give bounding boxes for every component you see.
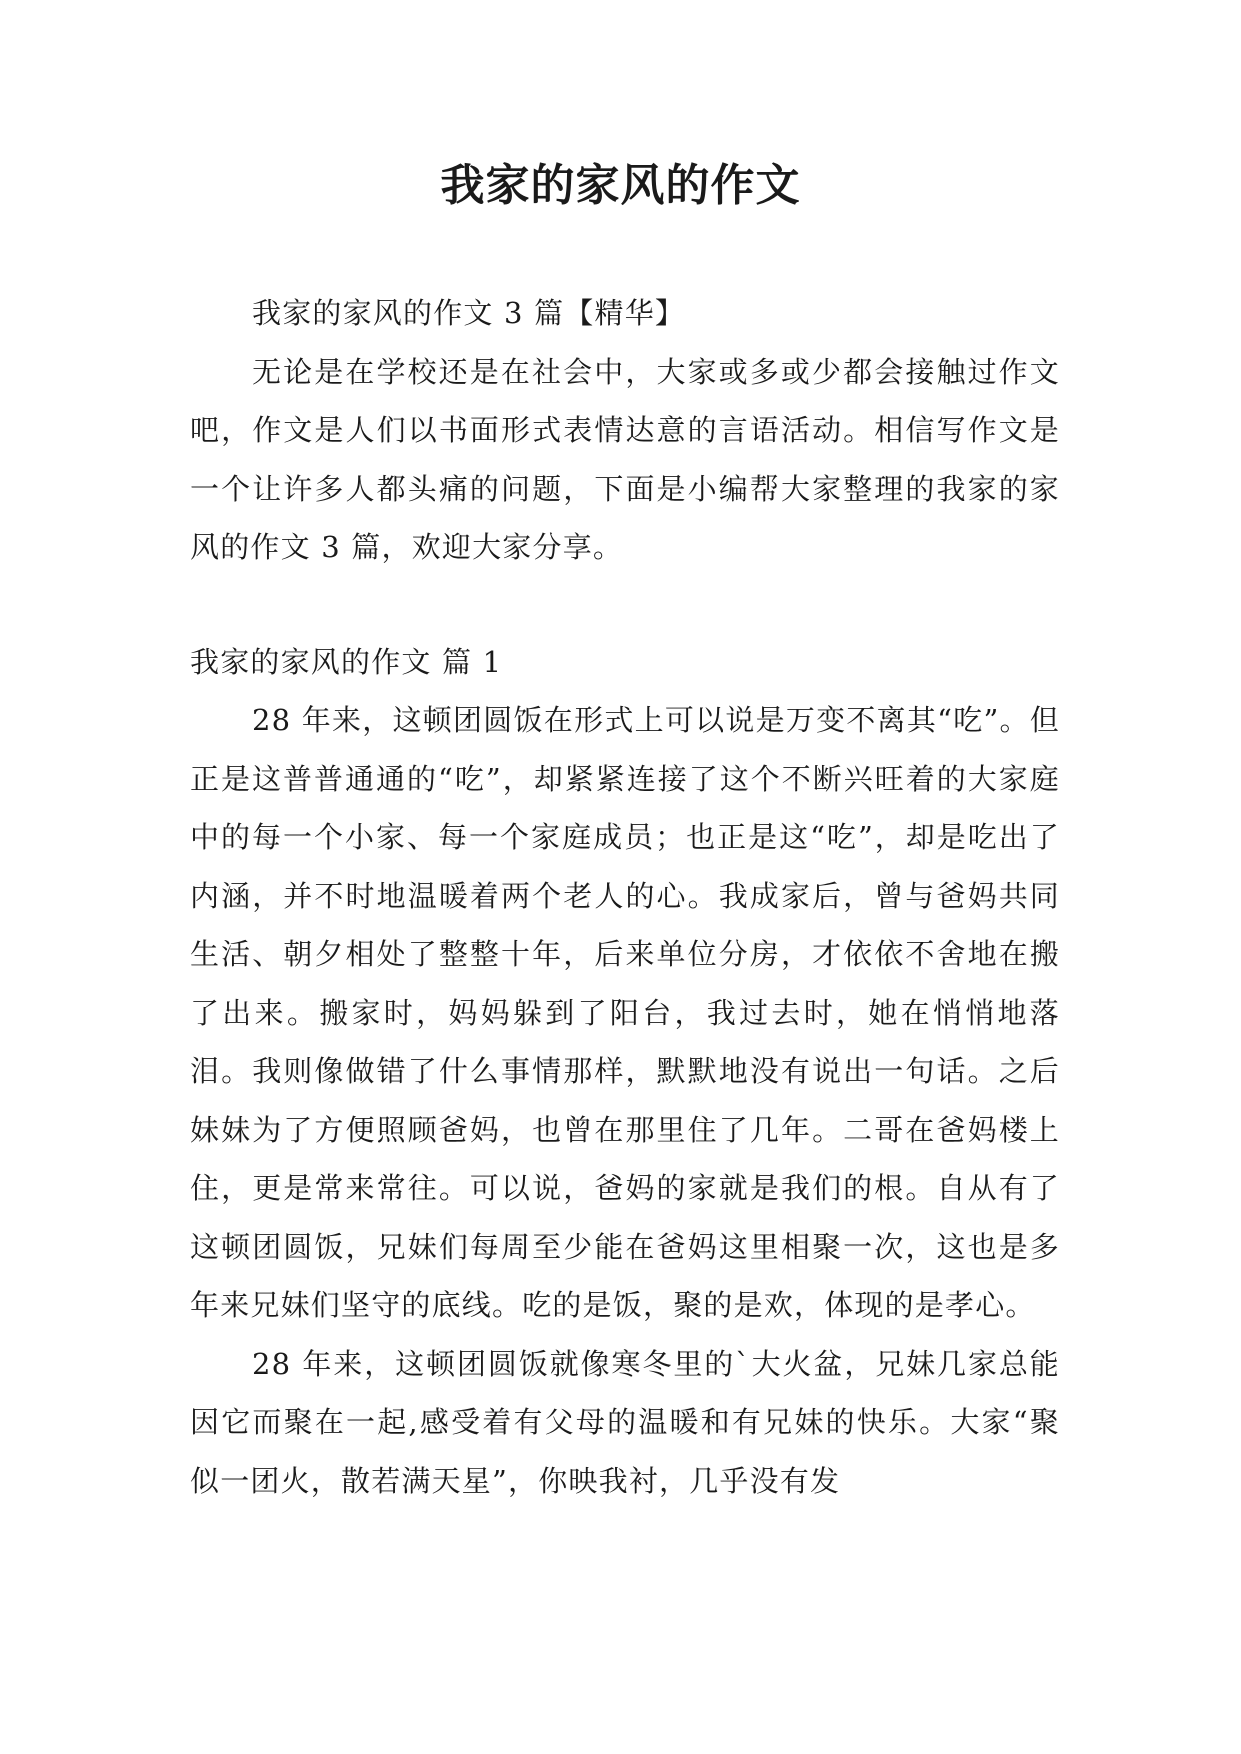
section-paragraph-2: 28 年来，这顿团圆饭就像寒冬里的`大火盆，兄妹几家总能因它而聚在一起,感受着有父母的温暖和有兄妹的快乐。大家“聚似一团火，散若满天星”，你映我衬，几乎没有发 — [190, 1346, 1060, 1498]
section-paragraph-1: 28 年来，这顿团圆饭在形式上可以说是万变不离其“吃”。但正是这普普通通的“吃”，却紧紧连接了这个不断兴旺着的大家庭中的每一个小家、每一个家庭成员；也正是这“吃”，却是吃出了内涵，并不时地温暖着两个老人的心。我成家后，曾与爸妈共同生活、朝夕相处了整整十年，后来单位分房，才依依不舍地在搬了出来。搬家时，妈妈躲到了阳台，我过去时，她在悄悄地落泪。我则像做错了什么事情那样，默默地没有说出一句话。之后妹妹为了方便照顾爸妈，也曾在那里住了几年。二哥在爸妈楼上住，更是常来常往。可以说，爸妈的家就是我们的根。自从有了这顿团圆饭，兄妹们每周至少能在爸妈这里相聚一次，这也是多年来兄妹们坚守的底线。吃的是饭，聚的是欢，体现的是孝心。 — [190, 703, 1060, 1322]
spacer — [190, 577, 1060, 633]
section-heading: 我家的家风的作文 篇 1 — [190, 644, 503, 679]
document-body — [190, 284, 1060, 1510]
subtitle-paragraph: 我家的家风的作文 3 篇【精华】 — [252, 296, 686, 330]
intro-paragraph: 无论是在学校还是在社会中，大家或多或少都会接触过作文吧，作文是人们以书面形式表情达意的言语活动。相信写作文是一个让许多人都头痛的问题，下面是小编帮大家整理的我家的家风的作文 3 篇，欢迎大家分享。 — [190, 354, 1060, 564]
document-title: 我家的家风的作文 — [440, 160, 801, 211]
